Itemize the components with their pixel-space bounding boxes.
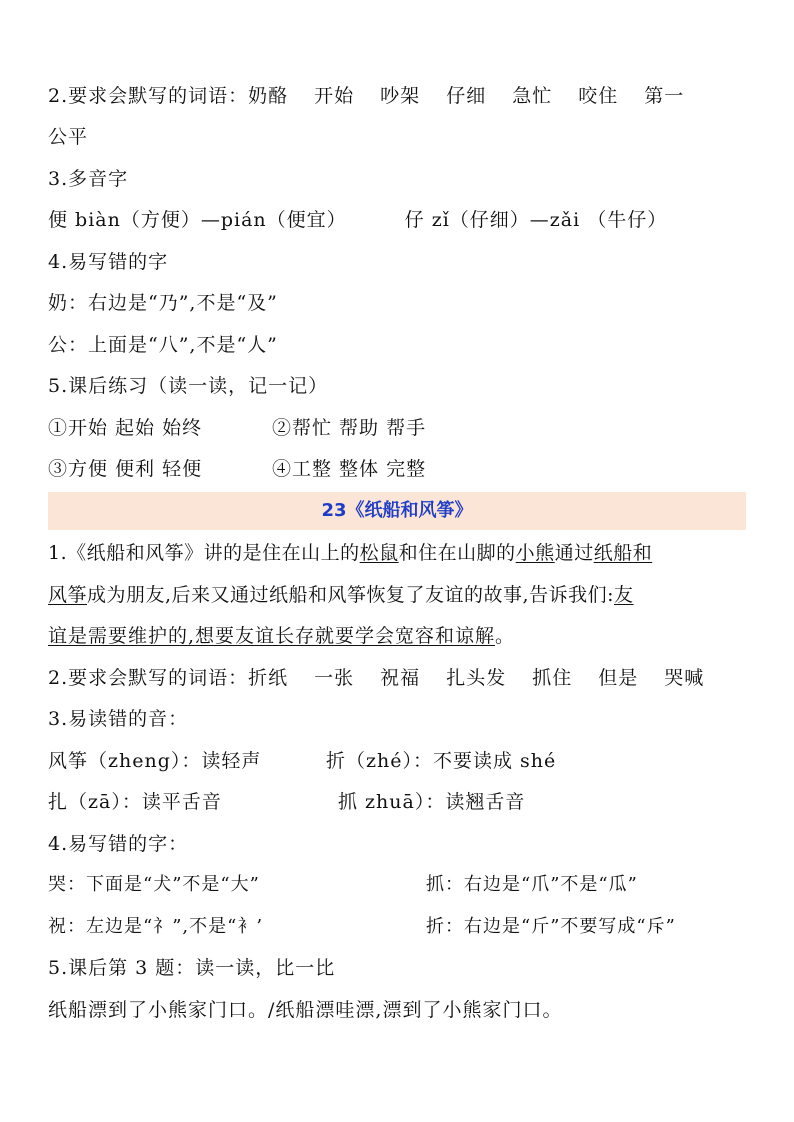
vocab-word: 抓住	[532, 667, 573, 689]
pronunciation-row-2	[48, 785, 748, 819]
keyword-bear: 小熊	[515, 542, 555, 564]
vocab-word: 急忙	[512, 85, 553, 107]
vocab-line-22-cont: 公平	[48, 126, 89, 148]
polyphone-bian: 便 biàn（方便）—pián（便宜）	[48, 209, 347, 231]
typo-zhua: 抓：右边是“爪”不是“瓜”	[426, 874, 638, 895]
vocab-word: 奶酪	[248, 85, 289, 107]
vocab-word: 吵架	[380, 85, 421, 107]
keyword-boat-kite: 纸船和	[593, 542, 653, 564]
summary-line-2	[48, 578, 748, 612]
vocab-word: 开始	[314, 85, 355, 107]
pronunciation-heading: 3.易读错的音：	[48, 708, 189, 730]
vocab-heading: 2.要求会默写的词语：	[48, 85, 249, 107]
pronunciation-row-1	[48, 744, 748, 778]
typo-row-1	[48, 868, 748, 902]
vocab-word: 折纸	[248, 667, 289, 689]
polyphone-line	[48, 203, 748, 237]
exercise-heading-23: 5.课后第 3 题：读一读，比一比	[48, 957, 336, 979]
pron-zhe: 折（zhé）：不要读成 shé	[326, 750, 557, 772]
typo-row-2	[48, 910, 748, 944]
vocab-word: 哭喊	[664, 667, 705, 689]
polyphone-heading: 3.多音字	[48, 168, 129, 190]
exercise-group-4: ④工整 整体 完整	[272, 458, 427, 480]
polyphone-zi: 仔 zǐ（仔细）—zǎi （牛仔）	[404, 209, 668, 231]
typo-ku: 哭：下面是“犬”不是“大”	[48, 874, 260, 895]
summary-text: 1.《纸船和风筝》讲的是住在山上的	[48, 542, 360, 564]
vocab-word: 一张	[314, 667, 355, 689]
exercise-row-1	[48, 411, 748, 445]
vocab-word: 扎头发	[446, 667, 507, 689]
vocab-word: 祝福	[380, 667, 421, 689]
exercise-heading: 5.课后练习（读一读，记一记）	[48, 375, 329, 397]
vocab-line-23	[48, 661, 748, 695]
summary-text: 通过	[554, 542, 594, 564]
exercise-group-2: ②帮忙 帮助 帮手	[272, 417, 427, 439]
vocab-heading: 2.要求会默写的词语：	[48, 667, 249, 689]
summary-text: 成为朋友,后来又通过纸船和风筝恢复了友谊的故事,告诉我们:	[87, 584, 614, 606]
vocab-line-22	[48, 79, 748, 113]
compare-sentences: 纸船漂到了小熊家门口。/纸船漂哇漂,漂到了小熊家门口。	[48, 999, 563, 1021]
summary-text: 。	[495, 625, 516, 647]
keyword-squirrel: 松鼠	[359, 542, 399, 564]
vocab-word: 咬住	[578, 85, 619, 107]
typo-zhe: 折：右边是“斤”不要写成“斥”	[426, 916, 676, 937]
vocab-word: 仔细	[446, 85, 487, 107]
typo-gong: 公：上面是“八”,不是“人”	[48, 334, 278, 356]
typo-zhu: 祝：左边是“礻”,不是“衤’	[48, 916, 264, 937]
vocab-word: 但是	[598, 667, 639, 689]
typo-nai: 奶：右边是“乃”,不是“及”	[48, 292, 278, 314]
lesson-title-band: 23《纸船和风筝》	[48, 492, 746, 530]
keyword-kite: 风筝	[48, 584, 88, 606]
moral-start: 友	[614, 584, 634, 606]
pron-zhua: 抓 zhuā）：读翘舌音	[338, 791, 526, 813]
pron-zheng: 风筝（zheng）：读轻声	[48, 750, 262, 772]
typo-heading-22: 4.易写错的字	[48, 251, 169, 273]
exercise-group-1: ①开始 起始 始终	[48, 417, 203, 439]
summary-text: 和住在山脚的	[398, 542, 516, 564]
summary-line-1	[48, 536, 748, 570]
moral-text: 谊是需要维护的,想要友谊长存就要学会宽容和谅解	[48, 625, 496, 647]
exercise-group-3: ③方便 便利 轻便	[48, 458, 203, 480]
vocab-word: 第一	[644, 85, 685, 107]
summary-line-3	[48, 619, 748, 653]
pron-za: 扎（zā）：读平舌音	[48, 791, 222, 813]
exercise-row-2	[48, 452, 748, 486]
typo-heading-23: 4.易写错的字：	[48, 833, 189, 855]
